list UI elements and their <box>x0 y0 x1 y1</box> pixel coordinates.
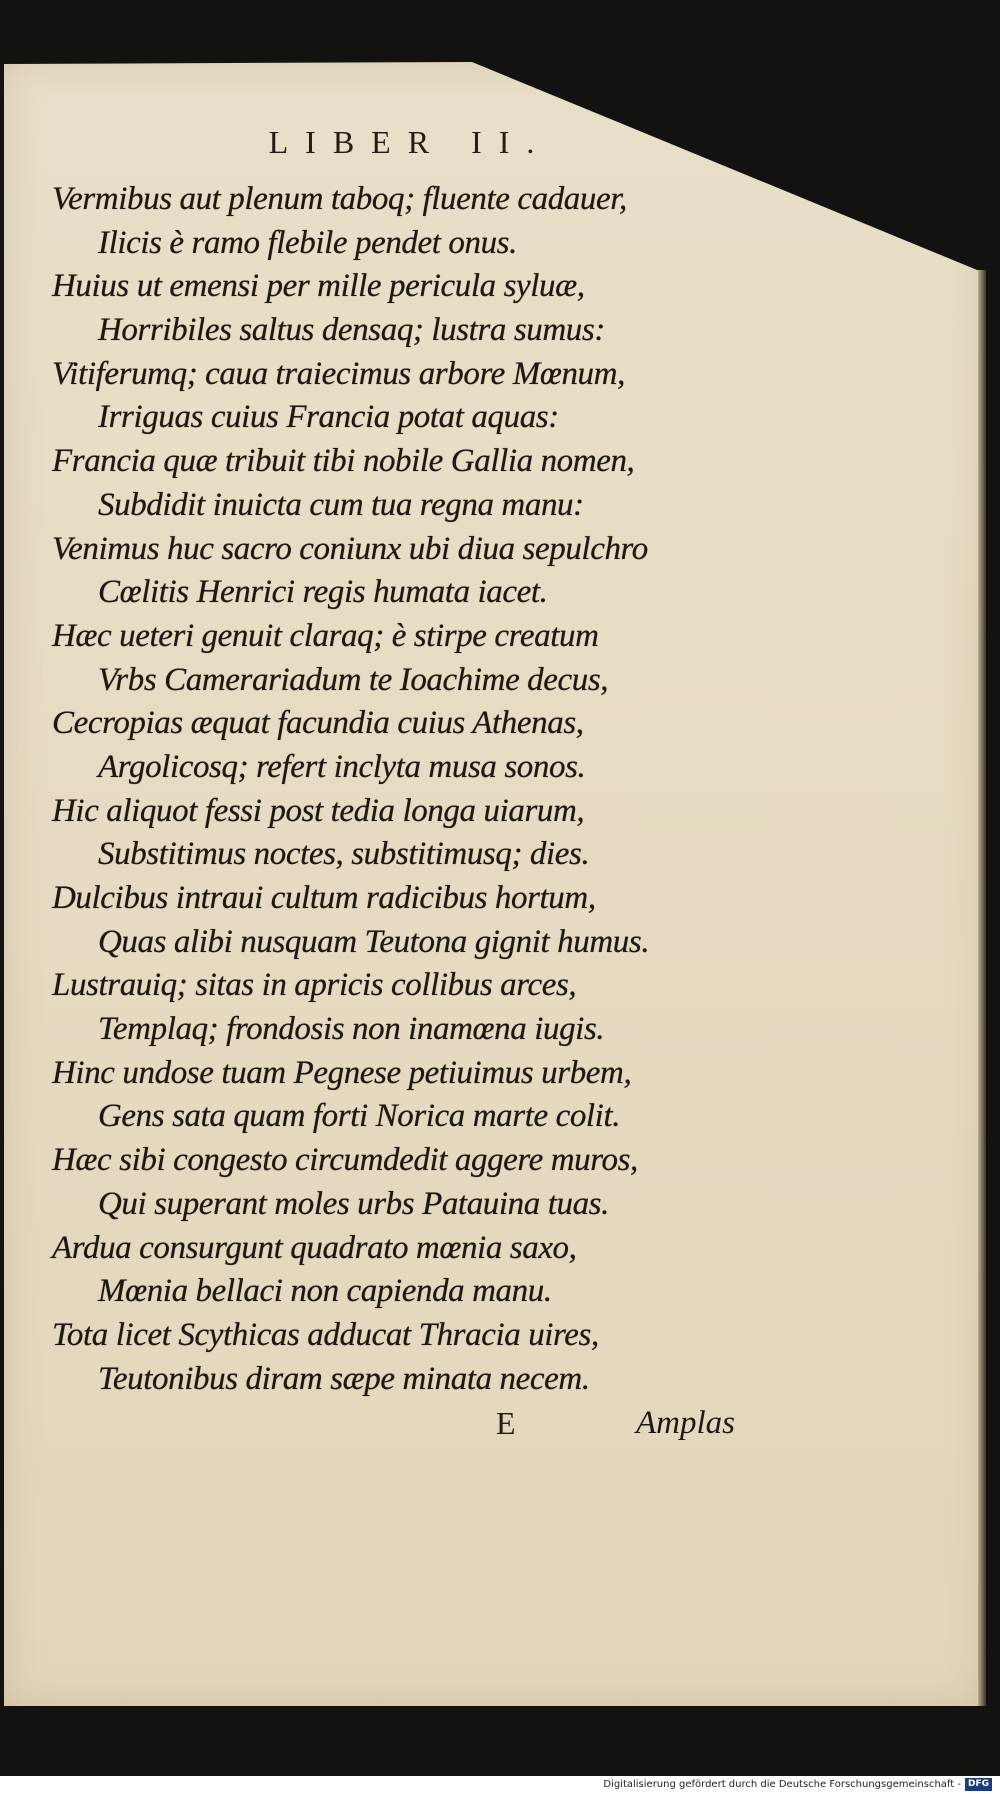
verse-line: Qui superant moles urbs Patauina tuas. <box>98 1185 609 1222</box>
verse-line: Teutonibus diram sæpe minata necem. <box>98 1360 590 1397</box>
verse-line: Vermibus aut plenum taboq; fluente cadauer, <box>52 181 627 217</box>
verse-line: Vrbs Camerariadum te Ioachime decus, <box>98 661 609 698</box>
attribution-text <box>603 1776 992 1794</box>
verse-line: Cecropias æquat facundia cuius Athenas, <box>52 705 584 742</box>
verse-line: Ilicis è ramo flebile pendet onus. <box>98 224 517 261</box>
verse-line: Venimus huc sacro coniunx ubi diua sepulchro <box>52 530 648 567</box>
verse-line: Quas alibi nusquam Teutona gignit humus. <box>98 923 650 960</box>
catchword: Amplas <box>636 1405 735 1441</box>
verse-line: Hinc undose tuam Pegnese petiuimus urbem, <box>52 1054 632 1091</box>
verse-line: Lustrauiq; sitas in apricis collibus arces, <box>52 967 577 1004</box>
verse-line: Horribiles saltus densaq; lustra sumus: <box>98 312 605 349</box>
verse-line: Ardua consurgunt quadrato mœnia saxo, <box>52 1229 577 1266</box>
verse-line: Cœlitis Henrici regis humata iacet. <box>98 574 548 611</box>
verse-line: Mœnia bellaci non capienda manu. <box>98 1273 552 1310</box>
attribution-label: Digitalisierung gefördert durch die Deutsche Forschungsgemeinschaft - <box>603 1779 961 1790</box>
verse-line: Huius ut emensi per mille pericula syluæ, <box>52 268 585 305</box>
verse-line: Argolicosq; refert inclyta musa sonos. <box>98 748 586 785</box>
running-head: LIBER II. <box>268 124 552 160</box>
verse-line: Subdidit inuicta cum tua regna manu: <box>98 486 584 523</box>
verse-block <box>52 178 752 1401</box>
verse-line: Francia quæ tribuit tibi nobile Gallia nomen, <box>52 443 635 480</box>
verse-line: Vitiferumq; caua traiecimus arbore Mœnum, <box>52 355 625 392</box>
signature-mark: E <box>496 1405 516 1441</box>
page-edge <box>978 270 986 1706</box>
verse-line: Hæc ueteri genuit claraq; è stirpe creatum <box>52 617 599 654</box>
verse-line: Gens sata quam forti Norica marte colit. <box>98 1098 621 1135</box>
verse-line: Hic aliquot fessi post tedia longa uiarum, <box>52 792 585 829</box>
verse-line: Dulcibus intraui cultum radicibus hortum, <box>52 880 596 916</box>
verse-line: Substitimus noctes, substitimusq; dies. <box>98 836 590 873</box>
verse-line: Templaq; frondosis non inamœna iugis. <box>98 1011 605 1048</box>
dfg-logo-icon: DFG <box>965 1778 992 1791</box>
page-footer <box>0 1405 1000 1455</box>
verse-line: Tota licet Scythicas adducat Thracia uires, <box>52 1316 599 1353</box>
verse-line: Hæc sibi congesto circumdedit aggere muros, <box>52 1142 638 1179</box>
verse-line: Irriguas cuius Francia potat aquas: <box>98 399 559 436</box>
